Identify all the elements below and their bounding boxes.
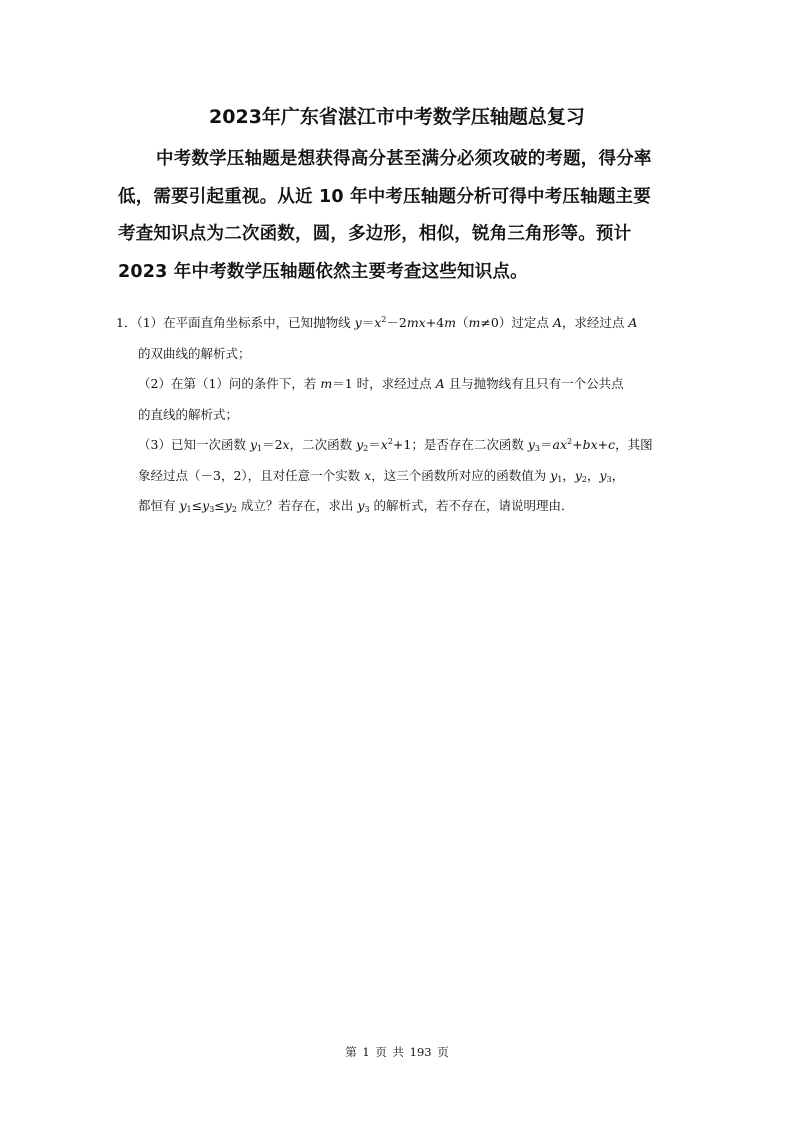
math-exponent: 2 xyxy=(387,437,393,446)
problem-text: （ xyxy=(456,315,469,330)
math-var: y xyxy=(249,437,257,452)
problem-text: +1；是否存在二次函数 xyxy=(392,437,528,452)
math-exponent: 2 xyxy=(381,315,387,324)
problem-text: ＝2 xyxy=(262,437,283,452)
problem-text: ≠0）过定点 xyxy=(480,315,553,330)
problem-text: ＝1 时，求经过点 xyxy=(332,376,436,391)
problem-text: ， xyxy=(611,467,625,483)
math-subscript: 2 xyxy=(581,474,588,484)
problem-text: ，二次函数 xyxy=(289,437,357,452)
math-var: x xyxy=(374,315,382,330)
math-var: m xyxy=(468,315,481,330)
math-var: x xyxy=(364,467,372,483)
problem-text: ，求经过点 xyxy=(561,315,629,330)
problem-text: ＝ xyxy=(539,437,553,452)
problem-text: ，这三个函数所对应的函数值为 xyxy=(371,467,551,483)
math-var: y xyxy=(357,498,365,513)
math-var: bx xyxy=(582,437,598,452)
intro-paragraph xyxy=(118,141,678,291)
intro-line: 2023 年中考数学压轴题依然主要考查这些知识点。 xyxy=(118,261,528,282)
math-exponent: 2 xyxy=(567,437,573,446)
problem-line xyxy=(116,430,682,461)
math-var: y xyxy=(550,467,558,483)
math-var: y xyxy=(354,315,362,330)
math-var: A xyxy=(435,376,445,391)
problem-1 xyxy=(116,308,682,522)
math-var: y xyxy=(574,467,582,483)
problem-text: ， xyxy=(562,467,575,483)
math-var: y xyxy=(356,437,364,452)
math-var: x xyxy=(380,437,388,452)
problem-text: 的解析式，若不存在，请说明理由． xyxy=(369,498,574,513)
math-subscript: 1 xyxy=(257,444,263,453)
problem-text: －2 xyxy=(386,315,407,330)
math-var: y xyxy=(224,498,232,513)
math-var: y xyxy=(527,437,535,452)
math-var: m xyxy=(444,315,457,330)
intro-line: 中考数学压轴题是想获得高分甚至满分必须攻破的考题，得分率 xyxy=(156,149,652,169)
math-subscript: 3 xyxy=(364,505,370,514)
problem-text: 成立？若存在，求出 xyxy=(236,498,358,513)
problem-text: + xyxy=(597,437,609,452)
problem-text: ＝ xyxy=(361,315,375,330)
problem-line xyxy=(116,308,682,339)
problem-line xyxy=(116,491,682,522)
math-var: m xyxy=(320,376,333,391)
problem-text: ＝ xyxy=(368,437,381,452)
math-var: x xyxy=(282,437,290,452)
math-subscript: 2 xyxy=(363,444,369,453)
page-footer: 第 1 页 共 193 页 xyxy=(345,1045,449,1059)
problem-line: 的双曲线的解析式； xyxy=(138,345,251,361)
math-var: A xyxy=(552,315,562,330)
math-subscript: 3 xyxy=(534,444,540,453)
problem-text: （2）在第（1）问的条件下，若 xyxy=(138,376,321,391)
math-var: mx xyxy=(406,315,426,330)
problem-text: +4 xyxy=(425,315,445,330)
problem-text: ≤ xyxy=(214,498,225,513)
math-subscript: 3 xyxy=(606,474,612,484)
math-var: y xyxy=(599,467,607,483)
math-var: A xyxy=(628,315,638,330)
problem-text: ≤ xyxy=(191,498,203,513)
problem-text: ， xyxy=(587,467,600,483)
problem-line xyxy=(116,369,682,400)
math-var: y xyxy=(179,498,187,513)
problem-text: （3）已知一次函数 xyxy=(138,437,250,452)
problem-text: 且与抛物线有且只有一个公共点 xyxy=(444,376,624,391)
problem-line: 的直线的解析式； xyxy=(138,406,239,422)
problem-text: + xyxy=(572,437,583,452)
page-title: 2023年广东省湛江市中考数学压轴题总复习 xyxy=(209,106,585,128)
intro-line: 低，需要引起重视。从近 10 年中考压轴题分析可得中考压轴题主要 xyxy=(118,186,651,207)
math-subscript: 1 xyxy=(186,505,192,514)
problem-line xyxy=(116,461,682,492)
problem-number: 1． xyxy=(116,315,137,330)
math-var: y xyxy=(202,498,210,513)
problem-text: 象经过点（－3，2），且对任意一个实数 xyxy=(138,467,365,483)
intro-line: 考查知识点为二次函数，圆，多边形，相似，锐角三角形等。预计 xyxy=(118,224,632,244)
math-var: c xyxy=(608,437,616,452)
math-subscript: 2 xyxy=(231,505,237,514)
math-subscript: 1 xyxy=(557,474,563,484)
problem-text: （1）在平面直角坐标系中，已知抛物线 xyxy=(136,315,355,330)
math-var: ax xyxy=(552,437,568,452)
problem-text: 都恒有 xyxy=(138,498,180,513)
math-subscript: 3 xyxy=(209,505,215,514)
problem-text: ，其图 xyxy=(615,437,653,452)
